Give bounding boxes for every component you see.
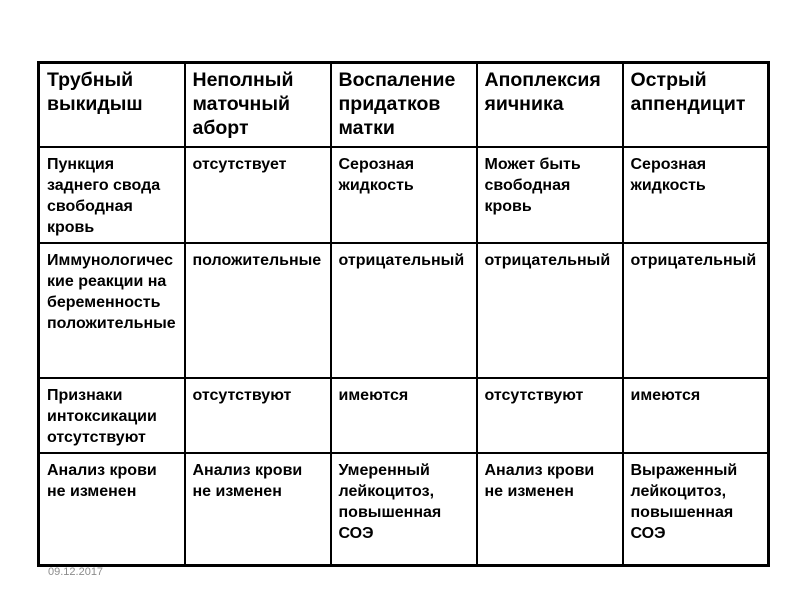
cell-text: Анализ крови не изменен xyxy=(192,462,303,500)
table-cell xyxy=(623,147,769,243)
cell-text: положительные xyxy=(192,252,322,269)
comparison-table xyxy=(37,61,770,567)
table-cell xyxy=(331,243,477,378)
cell-text: отрицательный xyxy=(630,252,757,269)
table-cell xyxy=(623,378,769,453)
table-row xyxy=(39,243,769,378)
cell-text: Анализ крови не изменен xyxy=(47,462,157,500)
cell-text: Анализ крови не изменен xyxy=(484,462,595,500)
table-cell xyxy=(185,453,331,566)
table-header-row xyxy=(39,63,769,148)
header-incomplete-abortion xyxy=(185,63,331,148)
cell-text: Серозная жидкость xyxy=(630,156,707,194)
header-label: Неполный маточный аборт xyxy=(192,69,294,139)
cell-text: Выраженный лейкоцитоз, повышенная СОЭ xyxy=(630,462,738,542)
cell-text: имеются xyxy=(338,387,409,404)
table-cell xyxy=(477,453,623,566)
header-adnexitis xyxy=(331,63,477,148)
cell-text: Умеренный лейкоцитоз, повышенная СОЭ xyxy=(338,462,442,542)
cell-text: отрицательный xyxy=(484,252,611,269)
table-cell xyxy=(39,378,185,453)
header-label: Острый аппендицит xyxy=(630,69,746,115)
table-cell xyxy=(39,453,185,566)
table-row xyxy=(39,147,769,243)
cell-text: Серозная жидкость xyxy=(338,156,415,194)
table-cell xyxy=(185,243,331,378)
header-label: Трубный выкидыш xyxy=(47,69,143,115)
cell-text: отсутствуют xyxy=(484,387,584,404)
table-cell xyxy=(477,378,623,453)
table-cell xyxy=(623,243,769,378)
cell-text: имеются xyxy=(630,387,701,404)
table-cell xyxy=(331,378,477,453)
header-label: Воспаление придатков матки xyxy=(338,69,456,139)
header-acute-appendicitis xyxy=(623,63,769,148)
cell-text: Иммунологические реакции на беременность положительные xyxy=(47,252,176,332)
cell-text: отсутствуют xyxy=(192,387,292,404)
header-tubal-abortion xyxy=(39,63,185,148)
table-cell xyxy=(477,243,623,378)
cell-text: Признаки интоксикации отсутствуют xyxy=(47,387,157,446)
cell-text: отрицательный xyxy=(338,252,465,269)
table-cell xyxy=(477,147,623,243)
slide-date: 09.12.2017 xyxy=(48,566,104,578)
table-cell xyxy=(623,453,769,566)
table-row xyxy=(39,453,769,566)
table-cell xyxy=(331,453,477,566)
table-row xyxy=(39,378,769,453)
table-cell xyxy=(185,147,331,243)
cell-text: Может быть свободная кровь xyxy=(484,156,581,215)
table-cell xyxy=(185,378,331,453)
table-cell xyxy=(39,243,185,378)
table-cell xyxy=(39,147,185,243)
cell-text: отсутствует xyxy=(192,156,287,173)
cell-text: Пункция заднего свода свободная кровь xyxy=(47,156,161,236)
header-label: Апоплексия яичника xyxy=(484,69,601,115)
table-cell xyxy=(331,147,477,243)
header-ovarian-apoplexy xyxy=(477,63,623,148)
